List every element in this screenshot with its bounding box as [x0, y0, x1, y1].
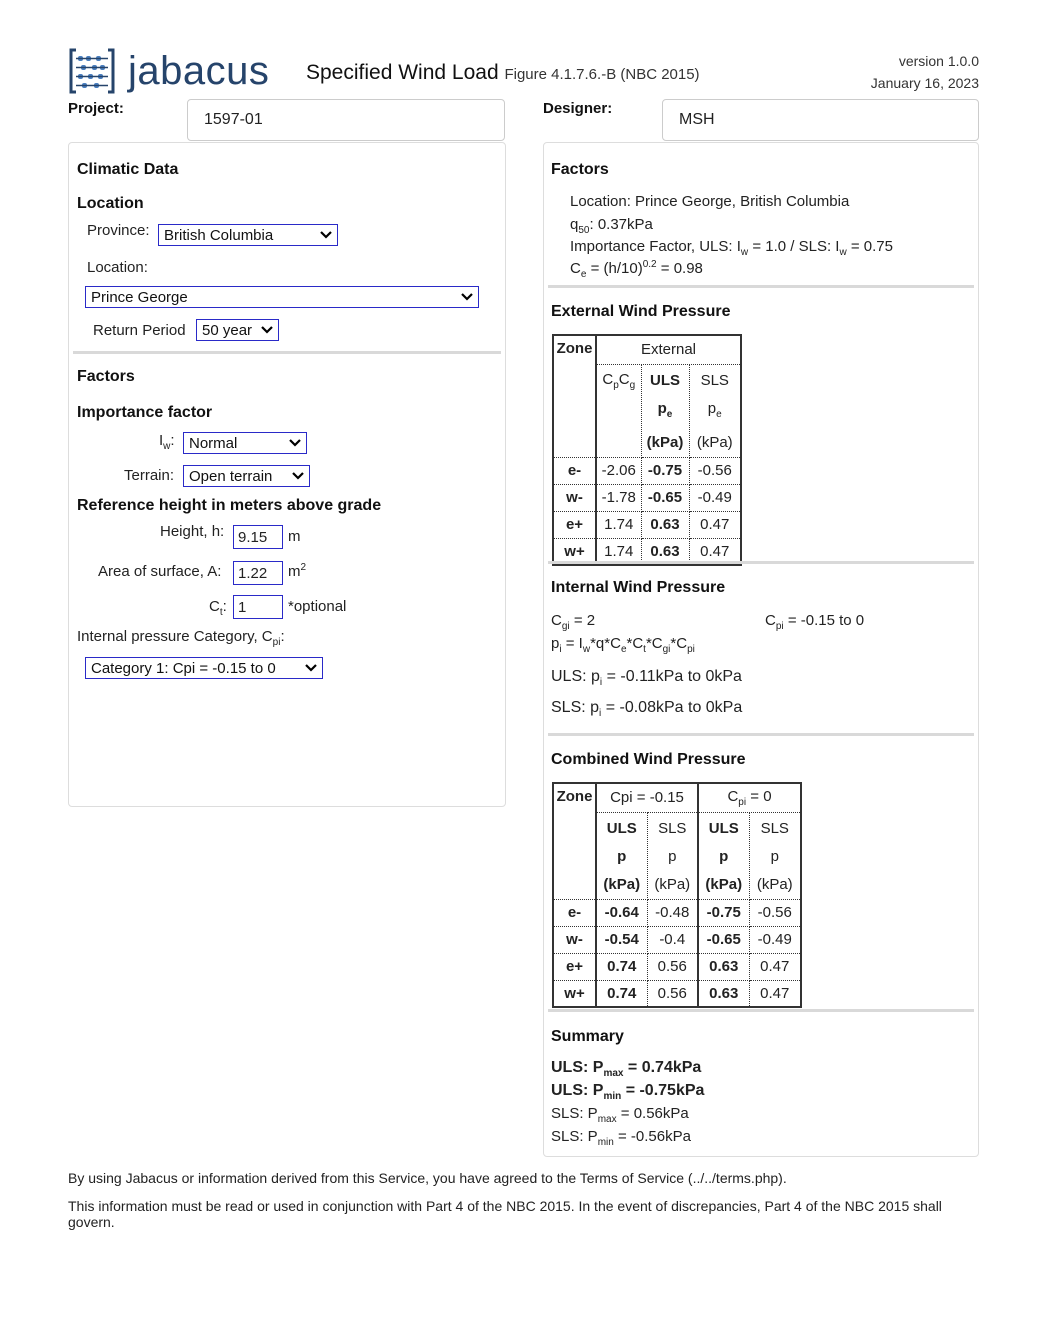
area-input[interactable] [233, 561, 283, 585]
table-row [553, 899, 801, 926]
jabacus-logo-icon [68, 47, 116, 95]
terrain-select[interactable] [183, 465, 310, 487]
summary-uls-max: ULS: $P_{max} = 0.74kPa$ [551, 1059, 702, 1080]
project-field[interactable] [187, 99, 505, 141]
summary-heading: Summary [551, 1028, 624, 1045]
nbc-disclaimer: This information must be read or used in conjunction with Part 4 of the NBC 2015. In the event of discrepancies, Part 4 of the NBC 2015 shall govern. [68, 1198, 942, 1230]
factors-right-heading: Factors [551, 161, 609, 178]
zone-cell: w- [553, 484, 596, 511]
sls1-cell: 0.56 [647, 980, 698, 1007]
divider [73, 351, 501, 354]
sls-p-header: SLS p (kPa) [647, 812, 698, 899]
ct-value: 1 [238, 598, 247, 616]
zone-cell: e- [553, 899, 596, 926]
zone-cell: w- [553, 926, 596, 953]
designer-label: Designer: [543, 100, 613, 117]
uls-cell: 0.63 [641, 511, 689, 538]
height-unit: m [288, 528, 301, 545]
location-select[interactable] [85, 286, 479, 308]
iw-label: $I_w$: [159, 432, 175, 452]
sls-cell: 0.47 [689, 511, 741, 538]
uls-p-header: ULS p (kPa) [698, 812, 749, 899]
location-value: Prince George [91, 288, 188, 306]
height-value: 9.15 [238, 528, 268, 546]
location-label: Location: [87, 259, 148, 276]
terrain-value: Open terrain [189, 467, 273, 485]
title-text: Specified Wind Load [306, 61, 499, 84]
jabacus-logo[interactable] [68, 47, 269, 95]
sls-p-header: SLS p (kPa) [749, 812, 801, 899]
cpi-select[interactable] [85, 657, 323, 679]
uls-cell: -0.65 [641, 484, 689, 511]
table-row [553, 511, 741, 538]
uls2-cell: 0.63 [698, 953, 749, 980]
uls1-cell: 0.74 [596, 953, 647, 980]
table-row [553, 484, 741, 511]
designer-field[interactable] [662, 99, 979, 141]
cpi-group1-header: Cpi = -0.15 [596, 783, 698, 812]
return-period-label: Return Period [93, 322, 186, 339]
cpi-line: $C_{pi} = -0.15$ to 0 [765, 612, 865, 632]
table-row [553, 457, 741, 484]
province-value: British Columbia [164, 226, 274, 244]
summary-sls-max: SLS: $P_{max} = 0.56kPa$ [551, 1105, 689, 1125]
ct-optional-note: *optional [288, 598, 347, 615]
version-info [871, 50, 979, 94]
importance-heading: Importance factor [77, 404, 213, 421]
uls2-cell: 0.63 [698, 980, 749, 1007]
sls1-cell: -0.4 [647, 926, 698, 953]
internal-heading: Internal Wind Pressure [551, 579, 726, 596]
cpcg-cell: -1.78 [596, 484, 641, 511]
climatic-heading: Climatic Data [77, 161, 179, 178]
external-heading: External Wind Pressure [551, 303, 731, 320]
uls2-cell: -0.65 [698, 926, 749, 953]
divider [548, 1009, 974, 1012]
location-summary: Location: Prince George, British Columbia [570, 193, 850, 210]
uls1-cell: 0.74 [596, 980, 647, 1007]
return-period-select[interactable] [196, 319, 279, 341]
province-select[interactable] [158, 224, 338, 246]
location-heading: Location [77, 195, 144, 212]
zone-cell: w+ [553, 980, 596, 1007]
external-group-header: External [596, 335, 741, 364]
chevron-down-icon [461, 293, 473, 301]
summary-uls-min: ULS: $P_{min} = -0.75kPa$ [551, 1082, 705, 1103]
importance-value: Normal [189, 434, 238, 452]
cpcg-header: $C_pC_g$ [596, 364, 641, 457]
cpi-value: Category 1: Cpi = -0.15 to 0 [91, 659, 276, 677]
sls2-cell: 0.47 [749, 980, 801, 1007]
chevron-down-icon [292, 472, 304, 480]
factors-heading: Factors [77, 368, 135, 385]
area-unit: $m^2$ [288, 562, 307, 580]
chevron-down-icon [289, 439, 301, 447]
sls-pe-header: SLS $p_e$ (kPa) [689, 364, 741, 457]
zone-cell: e+ [553, 953, 596, 980]
table-row [553, 953, 801, 980]
sls-cell: 0.47 [689, 538, 741, 565]
version-date: January 16, 2023 [870, 75, 979, 91]
ref-height-heading: Reference height in meters above grade [77, 497, 382, 514]
figure-reference: Figure 4.1.7.6.-B (NBC 2015) [504, 66, 700, 83]
cpcg-cell: 1.74 [596, 511, 641, 538]
logo-text: jabacus [128, 49, 270, 93]
height-label: Height, h: [160, 523, 225, 540]
uls2-cell: -0.75 [698, 899, 749, 926]
chevron-down-icon [305, 664, 317, 672]
pi-formula: $p_i = I_w*q*C_e*C_t*C_{gi}*C_{pi}$ [551, 635, 695, 655]
ct-label: $C_t$: [209, 598, 227, 618]
internal-uls-result: ULS: $p_i = -0.11kPa$ to 0kPa [551, 668, 742, 689]
divider [548, 733, 974, 736]
chevron-down-icon [261, 326, 273, 334]
return-period-value: 50 year [202, 321, 253, 339]
uls-p-header: ULS p (kPa) [596, 812, 647, 899]
table-row [553, 926, 801, 953]
cpi-group2-header: $C_{pi} = 0$ [698, 783, 801, 812]
zone-cell: e- [553, 457, 596, 484]
combined-heading: Combined Wind Pressure [551, 751, 746, 768]
zone-header: Zone [553, 783, 596, 899]
sls-cell: -0.49 [689, 484, 741, 511]
cpcg-cell: -2.06 [596, 457, 641, 484]
sls1-cell: -0.48 [647, 899, 698, 926]
cpcg-cell: 1.74 [596, 538, 641, 565]
importance-select[interactable] [183, 432, 307, 454]
uls1-cell: -0.54 [596, 926, 647, 953]
project-value: 1597-01 [204, 111, 263, 128]
sls2-cell: 0.47 [749, 953, 801, 980]
province-label: Province: [87, 222, 150, 239]
ct-input[interactable] [233, 595, 283, 619]
ce-line: $C_e = (h/10)^{0.2} = 0.98$ [570, 259, 703, 280]
chevron-down-icon [320, 231, 332, 239]
divider [548, 285, 974, 288]
zone-header: Zone [553, 335, 596, 457]
sls1-cell: 0.56 [647, 953, 698, 980]
uls-cell: 0.63 [641, 538, 689, 565]
combined-pressure-table [552, 782, 802, 1008]
sls-cell: -0.56 [689, 457, 741, 484]
q50-line: $q_{50}$: 0.37kPa [570, 216, 653, 236]
divider [548, 561, 974, 564]
zone-cell: w+ [553, 538, 596, 565]
designer-value: MSH [679, 111, 715, 128]
page-title [306, 61, 700, 85]
cgi-line: $C_{gi} = 2$ [551, 612, 596, 632]
project-label: Project: [68, 100, 124, 117]
external-pressure-table [552, 334, 742, 566]
uls-pe-header: ULS $p_e$ (kPa) [641, 364, 689, 457]
table-row [553, 980, 801, 1007]
area-value: 1.22 [238, 564, 268, 582]
summary-sls-min: SLS: $P_{min} = -0.56kPa$ [551, 1128, 691, 1148]
terrain-label: Terrain: [124, 467, 175, 484]
cpi-label: Internal pressure Category, $C_{pi}$: [77, 628, 285, 648]
internal-sls-result: SLS: $p_i = -0.08kPa$ to 0kPa [551, 699, 743, 720]
importance-factor-line: Importance Factor, ULS: $I_w = 1.0$ / SLS: $I_w = 0.75$ [570, 238, 893, 258]
area-label: Area of surface, A: [98, 563, 222, 580]
uls-cell: -0.75 [641, 457, 689, 484]
zone-cell: e+ [553, 511, 596, 538]
height-input[interactable] [233, 525, 283, 549]
terms-notice: By using Jabacus or information derived from this Service, you have agreed to the Terms of Service (../../terms.php). [68, 1170, 787, 1186]
uls1-cell: -0.64 [596, 899, 647, 926]
sls2-cell: -0.49 [749, 926, 801, 953]
version-text: version 1.0.0 [898, 53, 979, 69]
sls2-cell: -0.56 [749, 899, 801, 926]
